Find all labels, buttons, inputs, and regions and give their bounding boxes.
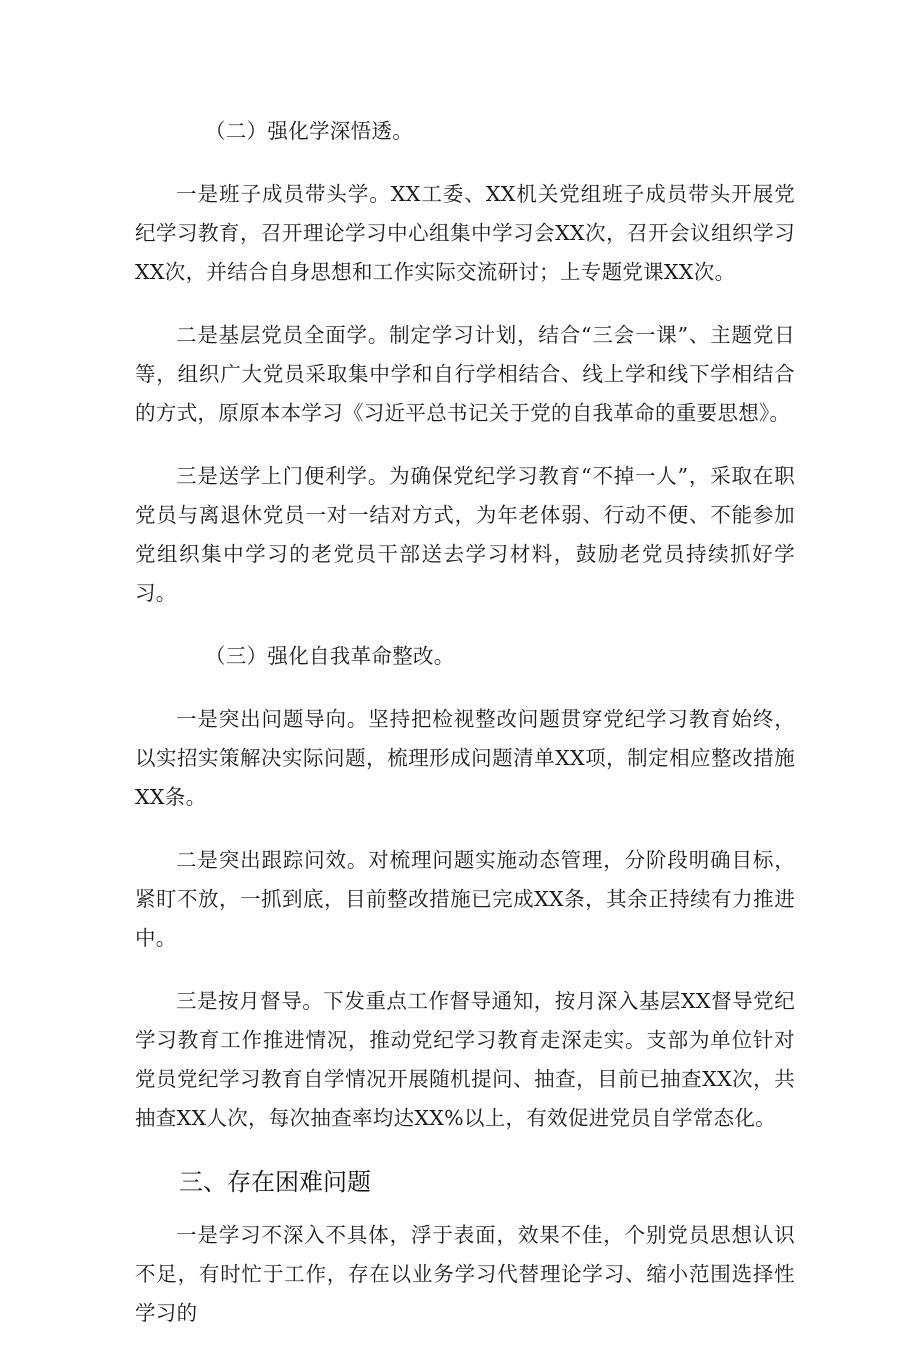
paragraph-leaders-study: 一是班子成员带头学。XX工委、XX机关党组班子成员带头开展党纪学习教育，召开理论学习中心组集中学习会XX次，召开会议组织学习XX次，并结合自身思想和工作实际交流研讨；上专题党课XX次。	[135, 182, 795, 284]
sub-heading-self-revolution: （三）强化自我革命整改。	[205, 644, 455, 668]
paragraph-members-study: 二是基层党员全面学。制定学习计划，结合“三会一课”、主题党日等，组织广大党员采取集中学和自行学相结合、线上学和线下学相结合的方式，原原本本学习《习近平总书记关于党的自我革命的重要思想》。	[135, 323, 795, 425]
section-heading-difficulties: 三、存在困难问题	[179, 1168, 371, 1196]
paragraph-study-not-deep: 一是学习不深入不具体，浮于表面，效果不佳，个别党员思想认识不足，有时忙于工作，存在以业务学习代替理论学习、缩小范围选择性学习的	[135, 1223, 795, 1325]
paragraph-monthly-supervision: 三是按月督导。下发重点工作督导通知，按月深入基层XX督导党纪学习教育工作推进情况，推动党纪学习教育走深走实。支部为单位针对党员党纪学习教育自学情况开展随机提问、抽查，目前已抽查XX次，共抽查XX人次，每次抽查率均达XX%以上，有效促进党员自学常态化。	[135, 989, 795, 1130]
document-body	[135, 112, 795, 1357]
paragraph-door-to-door-study: 三是送学上门便利学。为确保党纪学习教育“不掉一人”，采取在职党员与离退休党员一对一结对方式，为年老体弱、行动不便、不能参加党组织集中学习的老党员干部送去学习材料，鼓励老党员持续抓好学习。	[135, 464, 795, 605]
paragraph-problem-oriented: 一是突出问题导向。坚持把检视整改问题贯穿党纪学习教育始终，以实招实策解决实际问题，梳理形成问题清单XX项，制定相应整改措施XX条。	[135, 707, 795, 809]
paragraph-tracking-results: 二是突出跟踪问效。对梳理问题实施动态管理，分阶段明确目标，紧盯不放，一抓到底，目前整改措施已完成XX条，其余正持续有力推进中。	[135, 848, 795, 950]
sub-heading-strengthen-study: （二）强化学深悟透。	[205, 119, 413, 143]
